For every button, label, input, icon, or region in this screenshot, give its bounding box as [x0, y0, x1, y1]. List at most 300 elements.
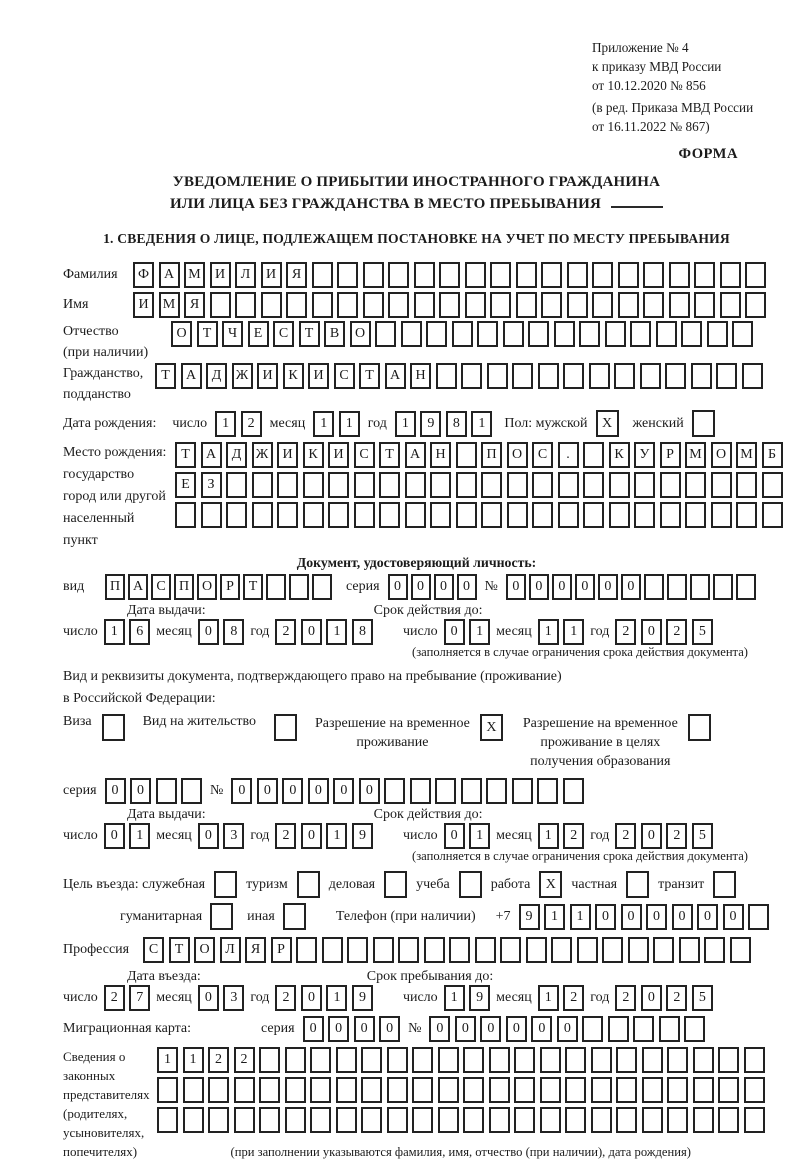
char-cell[interactable]	[643, 262, 664, 288]
char-cell[interactable]: И	[277, 442, 298, 468]
char-cell[interactable]	[618, 292, 639, 318]
char-cell[interactable]	[296, 937, 317, 963]
char-cell[interactable]	[669, 262, 690, 288]
char-cell[interactable]: М	[159, 292, 180, 318]
char-cell[interactable]	[565, 1077, 586, 1103]
char-cell[interactable]: 5	[692, 619, 713, 645]
char-cell[interactable]	[762, 502, 783, 528]
char-cell[interactable]	[503, 321, 524, 347]
char-cell[interactable]	[720, 262, 741, 288]
char-cell[interactable]: У	[634, 442, 655, 468]
char-cell[interactable]: 9	[352, 823, 373, 849]
char-cell[interactable]: О	[194, 937, 215, 963]
char-cell[interactable]	[489, 1107, 510, 1133]
char-cell[interactable]	[414, 292, 435, 318]
char-cell[interactable]	[642, 1077, 663, 1103]
char-cell[interactable]	[669, 292, 690, 318]
char-cell[interactable]: 0	[359, 778, 380, 804]
char-cell[interactable]: 0	[455, 1016, 476, 1042]
char-cell[interactable]	[583, 502, 604, 528]
char-cell[interactable]	[665, 363, 686, 389]
char-cell[interactable]	[730, 937, 751, 963]
char-cell[interactable]: 1	[326, 985, 347, 1011]
char-cell[interactable]: 0	[444, 619, 465, 645]
char-cell[interactable]	[486, 778, 507, 804]
char-cell[interactable]	[589, 363, 610, 389]
char-cell[interactable]	[354, 502, 375, 528]
char-cell[interactable]: 0	[480, 1016, 501, 1042]
char-cell[interactable]	[463, 1077, 484, 1103]
char-cell[interactable]	[363, 262, 384, 288]
char-cell[interactable]	[583, 442, 604, 468]
char-cell[interactable]: 1	[469, 619, 490, 645]
char-cell[interactable]: П	[105, 574, 125, 600]
char-cell[interactable]	[532, 502, 553, 528]
char-cell[interactable]	[183, 1107, 204, 1133]
char-cell[interactable]	[439, 292, 460, 318]
char-cell[interactable]: 1	[538, 619, 559, 645]
char-cell[interactable]	[259, 1047, 280, 1073]
char-cell[interactable]: С	[143, 937, 164, 963]
char-cell[interactable]	[156, 778, 177, 804]
char-cell[interactable]	[456, 472, 477, 498]
char-cell[interactable]	[175, 502, 196, 528]
char-cell[interactable]: О	[171, 321, 192, 347]
char-cell[interactable]	[563, 363, 584, 389]
char-cell[interactable]	[567, 292, 588, 318]
char-cell[interactable]	[183, 1077, 204, 1103]
char-cell[interactable]: 0	[595, 904, 616, 930]
char-cell[interactable]: 0	[379, 1016, 400, 1042]
char-cell[interactable]	[630, 321, 651, 347]
char-cell[interactable]: С	[354, 442, 375, 468]
char-cell[interactable]	[226, 502, 247, 528]
char-cell[interactable]: И	[261, 262, 282, 288]
char-cell[interactable]: 8	[352, 619, 373, 645]
char-cell[interactable]: З	[201, 472, 222, 498]
char-cell[interactable]	[379, 472, 400, 498]
char-cell[interactable]	[490, 292, 511, 318]
char-cell[interactable]	[328, 502, 349, 528]
char-cell[interactable]	[762, 472, 783, 498]
char-cell[interactable]: 0	[303, 1016, 324, 1042]
char-cell[interactable]: Д	[226, 442, 247, 468]
char-cell[interactable]	[512, 778, 533, 804]
official-checkbox[interactable]	[214, 871, 237, 898]
char-cell[interactable]	[583, 472, 604, 498]
char-cell[interactable]	[210, 292, 231, 318]
char-cell[interactable]: Т	[299, 321, 320, 347]
char-cell[interactable]	[363, 292, 384, 318]
char-cell[interactable]	[642, 1047, 663, 1073]
char-cell[interactable]: 0	[354, 1016, 375, 1042]
char-cell[interactable]: 1	[538, 823, 559, 849]
char-cell[interactable]: Т	[197, 321, 218, 347]
char-cell[interactable]	[430, 502, 451, 528]
char-cell[interactable]	[558, 502, 579, 528]
char-cell[interactable]: А	[128, 574, 148, 600]
char-cell[interactable]: 0	[457, 574, 477, 600]
char-cell[interactable]	[375, 321, 396, 347]
char-cell[interactable]	[694, 262, 715, 288]
char-cell[interactable]: Н	[430, 442, 451, 468]
char-cell[interactable]	[481, 502, 502, 528]
char-cell[interactable]	[690, 574, 710, 600]
char-cell[interactable]: 0	[723, 904, 744, 930]
char-cell[interactable]: Д	[206, 363, 227, 389]
char-cell[interactable]	[252, 472, 273, 498]
char-cell[interactable]	[642, 1107, 663, 1133]
char-cell[interactable]: К	[609, 442, 630, 468]
char-cell[interactable]: 1	[215, 411, 236, 437]
char-cell[interactable]	[336, 1077, 357, 1103]
char-cell[interactable]: И	[210, 262, 231, 288]
char-cell[interactable]: 1	[326, 619, 347, 645]
char-cell[interactable]	[516, 262, 537, 288]
char-cell[interactable]: 0	[308, 778, 329, 804]
char-cell[interactable]: 1	[563, 619, 584, 645]
char-cell[interactable]	[387, 1047, 408, 1073]
char-cell[interactable]: 0	[257, 778, 278, 804]
char-cell[interactable]	[388, 292, 409, 318]
tourism-checkbox[interactable]	[297, 871, 320, 898]
char-cell[interactable]: 0	[301, 985, 322, 1011]
char-cell[interactable]: М	[685, 442, 706, 468]
char-cell[interactable]	[489, 1047, 510, 1073]
char-cell[interactable]	[387, 1107, 408, 1133]
char-cell[interactable]	[745, 292, 766, 318]
char-cell[interactable]	[718, 1107, 739, 1133]
char-cell[interactable]: Я	[184, 292, 205, 318]
char-cell[interactable]: 0	[506, 1016, 527, 1042]
char-cell[interactable]: И	[133, 292, 154, 318]
char-cell[interactable]: О	[711, 442, 732, 468]
work-checkbox[interactable]: X	[539, 871, 562, 898]
char-cell[interactable]	[208, 1077, 229, 1103]
char-cell[interactable]: 9	[469, 985, 490, 1011]
char-cell[interactable]: 0	[388, 574, 408, 600]
char-cell[interactable]	[616, 1107, 637, 1133]
char-cell[interactable]: 1	[570, 904, 591, 930]
char-cell[interactable]	[602, 937, 623, 963]
char-cell[interactable]: Ж	[252, 442, 273, 468]
char-cell[interactable]	[685, 502, 706, 528]
char-cell[interactable]: 1	[471, 411, 492, 437]
char-cell[interactable]	[463, 1107, 484, 1133]
char-cell[interactable]	[605, 321, 626, 347]
char-cell[interactable]	[742, 363, 763, 389]
char-cell[interactable]: 2	[104, 985, 125, 1011]
char-cell[interactable]: С	[151, 574, 171, 600]
char-cell[interactable]	[541, 292, 562, 318]
char-cell[interactable]	[373, 937, 394, 963]
char-cell[interactable]: 0	[557, 1016, 578, 1042]
char-cell[interactable]	[430, 472, 451, 498]
char-cell[interactable]: Р	[660, 442, 681, 468]
char-cell[interactable]: Т	[169, 937, 190, 963]
char-cell[interactable]	[660, 502, 681, 528]
char-cell[interactable]	[609, 502, 630, 528]
char-cell[interactable]	[711, 502, 732, 528]
char-cell[interactable]: 0	[621, 904, 642, 930]
char-cell[interactable]	[401, 321, 422, 347]
char-cell[interactable]	[312, 574, 332, 600]
char-cell[interactable]: 0	[130, 778, 151, 804]
char-cell[interactable]	[286, 292, 307, 318]
char-cell[interactable]	[384, 778, 405, 804]
char-cell[interactable]	[289, 574, 309, 600]
char-cell[interactable]	[554, 321, 575, 347]
char-cell[interactable]	[514, 1107, 535, 1133]
char-cell[interactable]: 0	[552, 574, 572, 600]
char-cell[interactable]: 0	[621, 574, 641, 600]
char-cell[interactable]	[591, 1107, 612, 1133]
char-cell[interactable]: А	[385, 363, 406, 389]
char-cell[interactable]	[634, 502, 655, 528]
char-cell[interactable]	[336, 1047, 357, 1073]
char-cell[interactable]	[748, 904, 769, 930]
char-cell[interactable]	[481, 472, 502, 498]
char-cell[interactable]	[259, 1107, 280, 1133]
char-cell[interactable]	[704, 937, 725, 963]
char-cell[interactable]: Р	[271, 937, 292, 963]
char-cell[interactable]: 0	[301, 619, 322, 645]
char-cell[interactable]: 0	[328, 1016, 349, 1042]
char-cell[interactable]: М	[736, 442, 757, 468]
char-cell[interactable]: 0	[575, 574, 595, 600]
char-cell[interactable]	[567, 262, 588, 288]
char-cell[interactable]: 3	[223, 985, 244, 1011]
char-cell[interactable]	[285, 1107, 306, 1133]
char-cell[interactable]	[226, 472, 247, 498]
char-cell[interactable]	[507, 502, 528, 528]
char-cell[interactable]: 0	[531, 1016, 552, 1042]
char-cell[interactable]: 0	[105, 778, 126, 804]
char-cell[interactable]: Б	[762, 442, 783, 468]
char-cell[interactable]: А	[201, 442, 222, 468]
char-cell[interactable]	[379, 502, 400, 528]
char-cell[interactable]: Т	[379, 442, 400, 468]
char-cell[interactable]	[456, 502, 477, 528]
char-cell[interactable]	[565, 1047, 586, 1073]
char-cell[interactable]	[235, 292, 256, 318]
char-cell[interactable]	[312, 262, 333, 288]
char-cell[interactable]	[582, 1016, 603, 1042]
char-cell[interactable]: Я	[245, 937, 266, 963]
char-cell[interactable]: 1	[538, 985, 559, 1011]
char-cell[interactable]	[526, 937, 547, 963]
char-cell[interactable]	[234, 1107, 255, 1133]
char-cell[interactable]	[507, 472, 528, 498]
char-cell[interactable]	[644, 574, 664, 600]
char-cell[interactable]: 2	[666, 823, 687, 849]
visa-checkbox[interactable]	[102, 714, 125, 741]
char-cell[interactable]: 0	[672, 904, 693, 930]
char-cell[interactable]	[252, 502, 273, 528]
char-cell[interactable]: 5	[692, 985, 713, 1011]
char-cell[interactable]: 0	[198, 619, 219, 645]
char-cell[interactable]	[512, 363, 533, 389]
char-cell[interactable]: С	[273, 321, 294, 347]
char-cell[interactable]	[310, 1077, 331, 1103]
char-cell[interactable]: 1	[339, 411, 360, 437]
char-cell[interactable]	[414, 262, 435, 288]
char-cell[interactable]: 1	[544, 904, 565, 930]
private-checkbox[interactable]	[626, 871, 649, 898]
char-cell[interactable]	[537, 778, 558, 804]
char-cell[interactable]: Е	[248, 321, 269, 347]
char-cell[interactable]	[201, 502, 222, 528]
char-cell[interactable]	[398, 937, 419, 963]
char-cell[interactable]: Ч	[222, 321, 243, 347]
char-cell[interactable]	[691, 363, 712, 389]
char-cell[interactable]: 2	[241, 411, 262, 437]
char-cell[interactable]	[436, 363, 457, 389]
char-cell[interactable]	[303, 472, 324, 498]
char-cell[interactable]	[609, 472, 630, 498]
char-cell[interactable]	[361, 1107, 382, 1133]
char-cell[interactable]	[277, 502, 298, 528]
char-cell[interactable]: 0	[529, 574, 549, 600]
char-cell[interactable]	[744, 1047, 765, 1073]
char-cell[interactable]	[449, 937, 470, 963]
char-cell[interactable]	[591, 1077, 612, 1103]
char-cell[interactable]: 2	[234, 1047, 255, 1073]
char-cell[interactable]: Ф	[133, 262, 154, 288]
char-cell[interactable]: Е	[175, 472, 196, 498]
char-cell[interactable]	[490, 262, 511, 288]
transit-checkbox[interactable]	[713, 871, 736, 898]
char-cell[interactable]	[577, 937, 598, 963]
char-cell[interactable]	[628, 937, 649, 963]
char-cell[interactable]	[681, 321, 702, 347]
char-cell[interactable]: 1	[469, 823, 490, 849]
char-cell[interactable]	[477, 321, 498, 347]
char-cell[interactable]	[667, 1077, 688, 1103]
char-cell[interactable]: 2	[275, 823, 296, 849]
char-cell[interactable]	[538, 363, 559, 389]
char-cell[interactable]: В	[324, 321, 345, 347]
char-cell[interactable]: А	[181, 363, 202, 389]
char-cell[interactable]	[500, 937, 521, 963]
char-cell[interactable]	[693, 1047, 714, 1073]
char-cell[interactable]: 0	[641, 619, 662, 645]
char-cell[interactable]	[541, 262, 562, 288]
char-cell[interactable]	[551, 937, 572, 963]
char-cell[interactable]	[489, 1077, 510, 1103]
char-cell[interactable]: 2	[563, 985, 584, 1011]
char-cell[interactable]	[405, 502, 426, 528]
char-cell[interactable]	[347, 937, 368, 963]
study-checkbox[interactable]	[459, 871, 482, 898]
char-cell[interactable]: 1	[129, 823, 150, 849]
char-cell[interactable]: 2	[208, 1047, 229, 1073]
char-cell[interactable]	[614, 363, 635, 389]
char-cell[interactable]	[707, 321, 728, 347]
char-cell[interactable]	[679, 937, 700, 963]
char-cell[interactable]	[410, 778, 431, 804]
char-cell[interactable]: 2	[275, 619, 296, 645]
char-cell[interactable]	[745, 262, 766, 288]
char-cell[interactable]	[388, 262, 409, 288]
char-cell[interactable]: 1	[183, 1047, 204, 1073]
char-cell[interactable]	[424, 937, 445, 963]
char-cell[interactable]: О	[197, 574, 217, 600]
char-cell[interactable]	[435, 778, 456, 804]
char-cell[interactable]: 0	[231, 778, 252, 804]
char-cell[interactable]	[653, 937, 674, 963]
char-cell[interactable]: 2	[615, 985, 636, 1011]
char-cell[interactable]: 1	[444, 985, 465, 1011]
char-cell[interactable]	[426, 321, 447, 347]
char-cell[interactable]	[456, 442, 477, 468]
char-cell[interactable]	[475, 937, 496, 963]
char-cell[interactable]	[438, 1047, 459, 1073]
char-cell[interactable]: 3	[223, 823, 244, 849]
char-cell[interactable]	[310, 1107, 331, 1133]
char-cell[interactable]: 2	[666, 619, 687, 645]
char-cell[interactable]	[579, 321, 600, 347]
char-cell[interactable]	[438, 1107, 459, 1133]
char-cell[interactable]	[361, 1047, 382, 1073]
char-cell[interactable]: Л	[235, 262, 256, 288]
char-cell[interactable]	[713, 574, 733, 600]
char-cell[interactable]	[736, 472, 757, 498]
char-cell[interactable]: 1	[157, 1047, 178, 1073]
char-cell[interactable]: А	[159, 262, 180, 288]
char-cell[interactable]: Т	[359, 363, 380, 389]
char-cell[interactable]	[487, 363, 508, 389]
char-cell[interactable]: И	[257, 363, 278, 389]
char-cell[interactable]: 0	[333, 778, 354, 804]
char-cell[interactable]: Т	[175, 442, 196, 468]
char-cell[interactable]: 2	[666, 985, 687, 1011]
char-cell[interactable]	[744, 1107, 765, 1133]
char-cell[interactable]: Л	[220, 937, 241, 963]
char-cell[interactable]: 0	[282, 778, 303, 804]
char-cell[interactable]	[643, 292, 664, 318]
char-cell[interactable]: 1	[313, 411, 334, 437]
char-cell[interactable]: 0	[641, 823, 662, 849]
char-cell[interactable]	[693, 1077, 714, 1103]
char-cell[interactable]	[592, 262, 613, 288]
char-cell[interactable]	[285, 1047, 306, 1073]
char-cell[interactable]	[694, 292, 715, 318]
char-cell[interactable]	[618, 262, 639, 288]
char-cell[interactable]	[438, 1077, 459, 1103]
char-cell[interactable]	[387, 1077, 408, 1103]
char-cell[interactable]	[659, 1016, 680, 1042]
char-cell[interactable]	[336, 1107, 357, 1133]
char-cell[interactable]	[558, 472, 579, 498]
char-cell[interactable]	[718, 1077, 739, 1103]
char-cell[interactable]	[720, 292, 741, 318]
char-cell[interactable]: 0	[697, 904, 718, 930]
char-cell[interactable]	[461, 363, 482, 389]
char-cell[interactable]	[303, 502, 324, 528]
char-cell[interactable]	[361, 1077, 382, 1103]
char-cell[interactable]: 0	[641, 985, 662, 1011]
char-cell[interactable]	[266, 574, 286, 600]
char-cell[interactable]	[540, 1107, 561, 1133]
char-cell[interactable]: 8	[223, 619, 244, 645]
char-cell[interactable]: 2	[615, 619, 636, 645]
char-cell[interactable]	[354, 472, 375, 498]
char-cell[interactable]: К	[303, 442, 324, 468]
char-cell[interactable]	[667, 574, 687, 600]
char-cell[interactable]	[716, 363, 737, 389]
char-cell[interactable]: 0	[104, 823, 125, 849]
